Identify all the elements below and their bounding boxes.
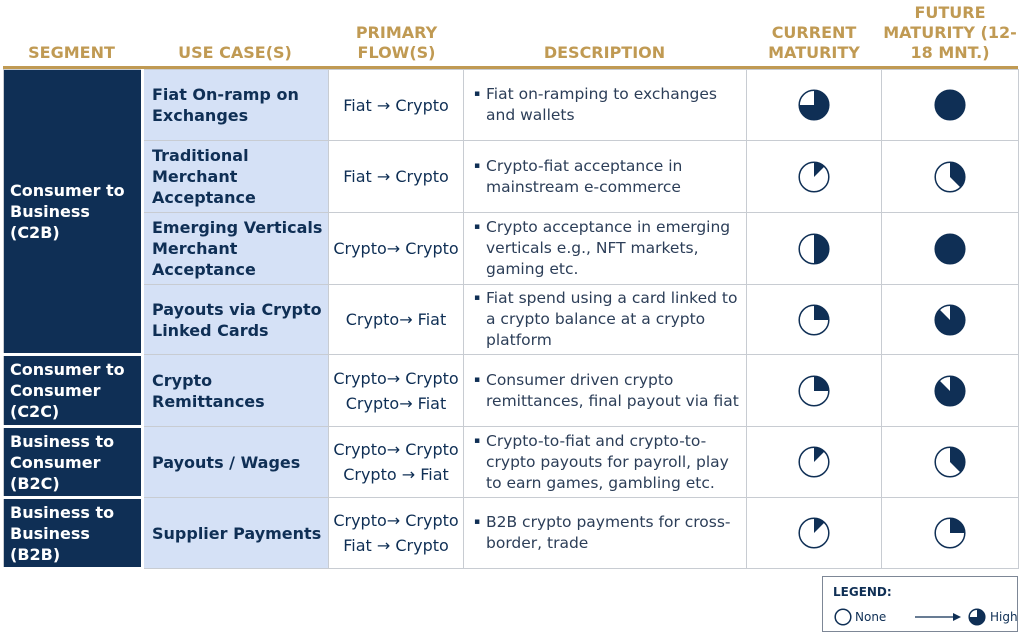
description-cell (464, 285, 747, 355)
bullet-icon: ▪ (474, 89, 481, 99)
table-row (4, 498, 1019, 569)
description-cell (464, 141, 747, 213)
segment-label: Business to Consumer (B2C) (10, 431, 115, 493)
table-row (4, 427, 1019, 498)
segment-cell (4, 427, 143, 498)
segment-label: Consumer to Consumer (C2C) (10, 360, 125, 421)
bullet-icon: ▪ (474, 293, 481, 303)
description-cell (464, 70, 747, 141)
future-maturity-cell (882, 285, 1019, 355)
use-case-label: Fiat On-ramp on Exchanges (152, 85, 299, 125)
future-maturity-harvey-ball-icon (934, 161, 966, 193)
current-maturity-cell (747, 213, 882, 285)
use-case-table (3, 69, 1019, 570)
future-maturity-cell (882, 498, 1019, 569)
header-current-maturity: CURRENT MATURITY (768, 23, 860, 62)
primary-flow-cell (329, 427, 464, 498)
future-maturity-cell (882, 70, 1019, 141)
future-maturity-cell (882, 213, 1019, 285)
primary-flow-cell (329, 70, 464, 141)
description-text: Consumer driven crypto remittances, final payout via fiat (486, 370, 739, 410)
legend-none-icon (834, 608, 852, 626)
future-maturity-harvey-ball-icon (934, 446, 966, 478)
current-maturity-cell (747, 285, 882, 355)
current-maturity-harvey-ball-icon (798, 375, 830, 407)
description-text: Fiat spend using a card linked to a crypto balance at a crypto platform (486, 289, 738, 349)
table-row (4, 141, 1019, 213)
future-maturity-cell (882, 427, 1019, 498)
segment-cell (4, 355, 143, 427)
header-future-maturity: FUTURE MATURITY (12-18 MNT.) (883, 3, 1017, 62)
flow-label: Crypto → Fiat (343, 465, 449, 484)
current-maturity-harvey-ball-icon (798, 233, 830, 265)
description-cell (464, 427, 747, 498)
use-case-cell (143, 70, 329, 141)
use-case-cell (143, 141, 329, 213)
future-maturity-cell (882, 141, 1019, 213)
table-row (4, 355, 1019, 427)
future-maturity-harvey-ball-icon (934, 517, 966, 549)
bullet-icon: ▪ (474, 222, 481, 232)
header-description: DESCRIPTION (543, 43, 666, 62)
description-text: Crypto acceptance in emerging verticals e.g., NFT markets, gaming etc. (486, 218, 731, 278)
description-text: Crypto-fiat acceptance in mainstream e-commerce (486, 156, 683, 196)
use-case-label: Traditional Merchant Acceptance (152, 146, 256, 207)
flow-label: Fiat → Crypto (343, 95, 449, 115)
description-text: Fiat on-ramping to exchanges and wallets (486, 85, 717, 124)
use-case-label: Crypto Remittances (152, 370, 265, 411)
primary-flow-cell (329, 285, 464, 355)
flow-label: Crypto→ Crypto (333, 511, 459, 530)
current-maturity-harvey-ball-icon (798, 304, 830, 336)
legend-high-label: High (990, 610, 1018, 624)
use-case-label: Payouts / Wages (152, 452, 301, 472)
legend-title: LEGEND: (833, 585, 892, 599)
current-maturity-cell (747, 70, 882, 141)
bullet-icon: ▪ (474, 517, 481, 527)
bullet-icon: ▪ (474, 435, 481, 446)
flow-label: Crypto→ Fiat (345, 310, 447, 329)
use-case-cell (143, 355, 329, 427)
description-cell (464, 498, 747, 569)
segment-label: Business to Business (B2B) (10, 502, 115, 564)
use-case-label: Emerging Verticals Merchant Acceptance (152, 218, 323, 279)
primary-flow-cell (329, 355, 464, 427)
flow-label: Crypto→ Fiat (345, 393, 447, 413)
current-maturity-harvey-ball-icon (798, 161, 830, 193)
current-maturity-harvey-ball-icon (798, 517, 830, 549)
future-maturity-harvey-ball-icon (934, 375, 966, 407)
current-maturity-harvey-ball-icon (798, 89, 830, 121)
table-row (4, 213, 1019, 285)
use-case-label: Payouts via Crypto Linked Cards (152, 299, 322, 340)
description-text: B2B crypto payments for cross-border, trade (486, 513, 731, 552)
flow-label: Fiat → Crypto (343, 536, 449, 555)
header-primary-flow: PRIMARY FLOW(S) (355, 23, 438, 62)
flow-label: Fiat → Crypto (343, 167, 449, 186)
current-maturity-cell (747, 498, 882, 569)
header-use-case: USE CASE(S) (178, 43, 292, 62)
legend (822, 576, 1018, 632)
use-case-label: Supplier Payments (152, 523, 322, 543)
primary-flow-cell (329, 141, 464, 213)
legend-arrow-icon (915, 612, 961, 622)
use-case-cell (143, 498, 329, 569)
use-case-cell (143, 285, 329, 355)
table-row (4, 70, 1019, 141)
description-cell (464, 355, 747, 427)
primary-flow-cell (329, 498, 464, 569)
description-text: Crypto-to-fiat and crypto-to-crypto payouts for payroll, play to earn games, gambling etc. (486, 431, 729, 492)
future-maturity-cell (882, 355, 1019, 427)
current-maturity-cell (747, 427, 882, 498)
flow-label: Crypto→ Crypto (333, 440, 459, 459)
flow-label: Crypto→ Crypto (333, 239, 459, 258)
legend-none-label: None (855, 610, 887, 624)
legend-high-icon (968, 608, 986, 626)
future-maturity-harvey-ball-icon (934, 89, 966, 121)
flow-label: Crypto→ Crypto (333, 368, 459, 388)
primary-flow-cell (329, 213, 464, 285)
use-case-cell (143, 213, 329, 285)
future-maturity-harvey-ball-icon (934, 233, 966, 265)
current-maturity-cell (747, 141, 882, 213)
current-maturity-harvey-ball-icon (798, 446, 830, 478)
bullet-icon: ▪ (474, 160, 481, 171)
description-cell (464, 213, 747, 285)
segment-cell (4, 498, 143, 569)
use-case-cell (143, 427, 329, 498)
segment-cell (4, 70, 143, 355)
segment-label: Consumer to Business (C2B) (10, 181, 125, 242)
table-row (4, 285, 1019, 355)
future-maturity-harvey-ball-icon (934, 304, 966, 336)
header-segment: SEGMENT (28, 43, 115, 62)
current-maturity-cell (747, 355, 882, 427)
bullet-icon: ▪ (474, 374, 481, 385)
